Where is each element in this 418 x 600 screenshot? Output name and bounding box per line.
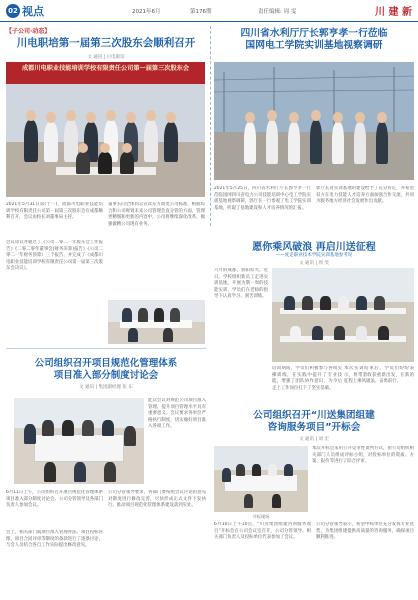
article5-photo <box>214 446 308 512</box>
article2-para3: 公司分管领导要求，各部门要按照会议讨论的意见对制度进行修改完善，尽快形成正式文件下发执行，推动项目规范化管理体系建设落到实处。 <box>108 490 206 509</box>
article5-byline: 文 通讯 | 刘 宏 <box>299 437 329 442</box>
article1-photo <box>6 62 205 197</box>
article4-title: 愿你乘风破浪 再启川送征程 <box>252 242 376 253</box>
issue-date: 2021年6月 <box>132 9 161 15</box>
article1-title: 川电职培第一届第三次股东会顺利召开 <box>16 37 196 49</box>
article2-para2: 会上，相关部门就项目准入管理办法、项目投标管理、项目合同评审等制度的条款进行了逐条讨论，与会人员结合各自工作实际提出修改意见。 <box>6 530 103 549</box>
masthead-logo: 川 建 新 <box>375 7 412 18</box>
article2-para1: 6月11日上午，公司组织召开项目规范化管理体系项目准入部分制度讨论会。公司分管领导及各部门负责人参加会议。 <box>6 490 103 509</box>
section-divider <box>6 348 206 349</box>
article3-title <box>214 28 414 52</box>
article2-photo <box>14 398 144 484</box>
article5-title-line2: 咨询服务项目”开标会 <box>267 422 361 433</box>
article2-side-text: 此次会议对规范公司项目准入管理、提升项目管理水平具有重要意义。会议要求各单位严格执行制度，切实做好项目准入各项工作。 <box>148 398 206 430</box>
article5-title <box>214 410 414 434</box>
column-divider <box>210 26 211 226</box>
article4-para2: 培训期间，学员们积极参与各项实操训练，在实践中提升了专业技能，增强了团队协作意识，为今后走上工作岗位打下了坚实基础。 <box>272 366 342 391</box>
article1-photo-2 <box>108 300 205 344</box>
article3-title-line1: 四川省水利厅厅长郭亨孝一行莅临 <box>240 28 388 39</box>
article4-byline: 文 通讯 | 周 雯 <box>299 261 329 266</box>
page-header <box>0 0 418 22</box>
editor-credit: 责任编辑: 周 雯 <box>258 9 297 15</box>
article1-para2: 会议审议并通过了《公司二零二一年股东会工作报告》《二零二零年董事会(财务决算)报告》《公司二零二一年财务预算》三个报告，并完成了《成都川电职业技能培训学校有限责任公司第一届第三次股东会决议》。 <box>6 240 103 272</box>
article1-byline: 文 通讯 | 川电职培 <box>87 55 125 60</box>
article5-para3: 公司分管领导表示，希望中标单位充分发挥专业优势，为集团组建提供高质量的咨询服务，确保项目顺利推进。 <box>316 522 414 541</box>
article1-tag: 【子公司·动态】 <box>6 28 51 35</box>
section-name: 视点 <box>22 5 44 18</box>
article5-para1: 本次开标会采用公开竞争性谈判方式，由公司组织相关部门人员组成评标小组，对投标单位的资质、方案、报价等进行了综合评审。 <box>312 446 414 465</box>
article3-para1: 2021年5月25日，四川省水利厅厅长郭亨孝一行莅临国网四川省电力公司技能培训中心电工学院实训基地视察调研，郭厅长一行参观了电工学院实训基地，听取了基地建设和人才培养情况的汇报。 <box>214 186 311 211</box>
article5-para2: 6月10日上午10点，“川送集团组建咨询服务项目”开标会在公司会议室召开，公司分管领导、相关部门负责人及投标单位代表参加了会议。 <box>214 522 311 541</box>
article2-byline: 文 通讯 | 集团副经理 张 东 <box>79 385 133 390</box>
meeting-banner: 成都川电职业技能培训学校有限责任公司第一届第三次股东会 <box>6 62 205 84</box>
article4-photo <box>272 268 414 362</box>
article1-para3: 董事长向全体同志宣读东方政电公司标准，根据综合和公司规划未来公司管理会直分管的方面，管理更精细和更新的内容中，公司将继续深化改革，做强做精公司现有业务。 <box>108 202 205 227</box>
article3-title-line2: 国网电工学院实训基地视察调研 <box>245 40 383 51</box>
issue-number: 第176期 <box>190 9 212 15</box>
article4-para1: 六月的成都，骄阳似火。近日，学校组织新员工走进实训基地，开展为期一周的技能实训，学员们在老师的指导下认真学习、刻苦训练。 <box>214 268 268 300</box>
page-number: 02 <box>6 4 20 18</box>
article2-title <box>6 358 206 382</box>
article1-para1: 2021年5月31日第(十一)，成都川电职业技能培训学校有限责任公司第一届第三次股东会在成都顺利召开，会议由校长刘董事局主持。 <box>6 202 103 221</box>
article3-photo <box>214 62 414 180</box>
article5-photo-caption: 开标现场 <box>252 514 270 519</box>
article2-title-line1: 公司组织召开项目规范化管理体系 <box>34 358 178 369</box>
article2-title-line2: 项目准入部分制度讨论会 <box>53 370 159 381</box>
article3-para2: 郭厅长对实训基地的建设给予了充分肯定，并希望双方在电力技能人才培养方面加强合作交流，共同为服务地方经济社会发展作出贡献。 <box>316 186 414 205</box>
article4-para3: 本次实训结束后，学员们纷纷表示，将带着收获重新出发，在新的征程上乘风破浪、奋勇前行。 <box>344 366 414 385</box>
article5-title-line1: 公司组织召开“川送集团组建 <box>253 410 375 421</box>
article4-subtitle: ——度走职业技术学院实训基地参考说 <box>275 253 353 258</box>
